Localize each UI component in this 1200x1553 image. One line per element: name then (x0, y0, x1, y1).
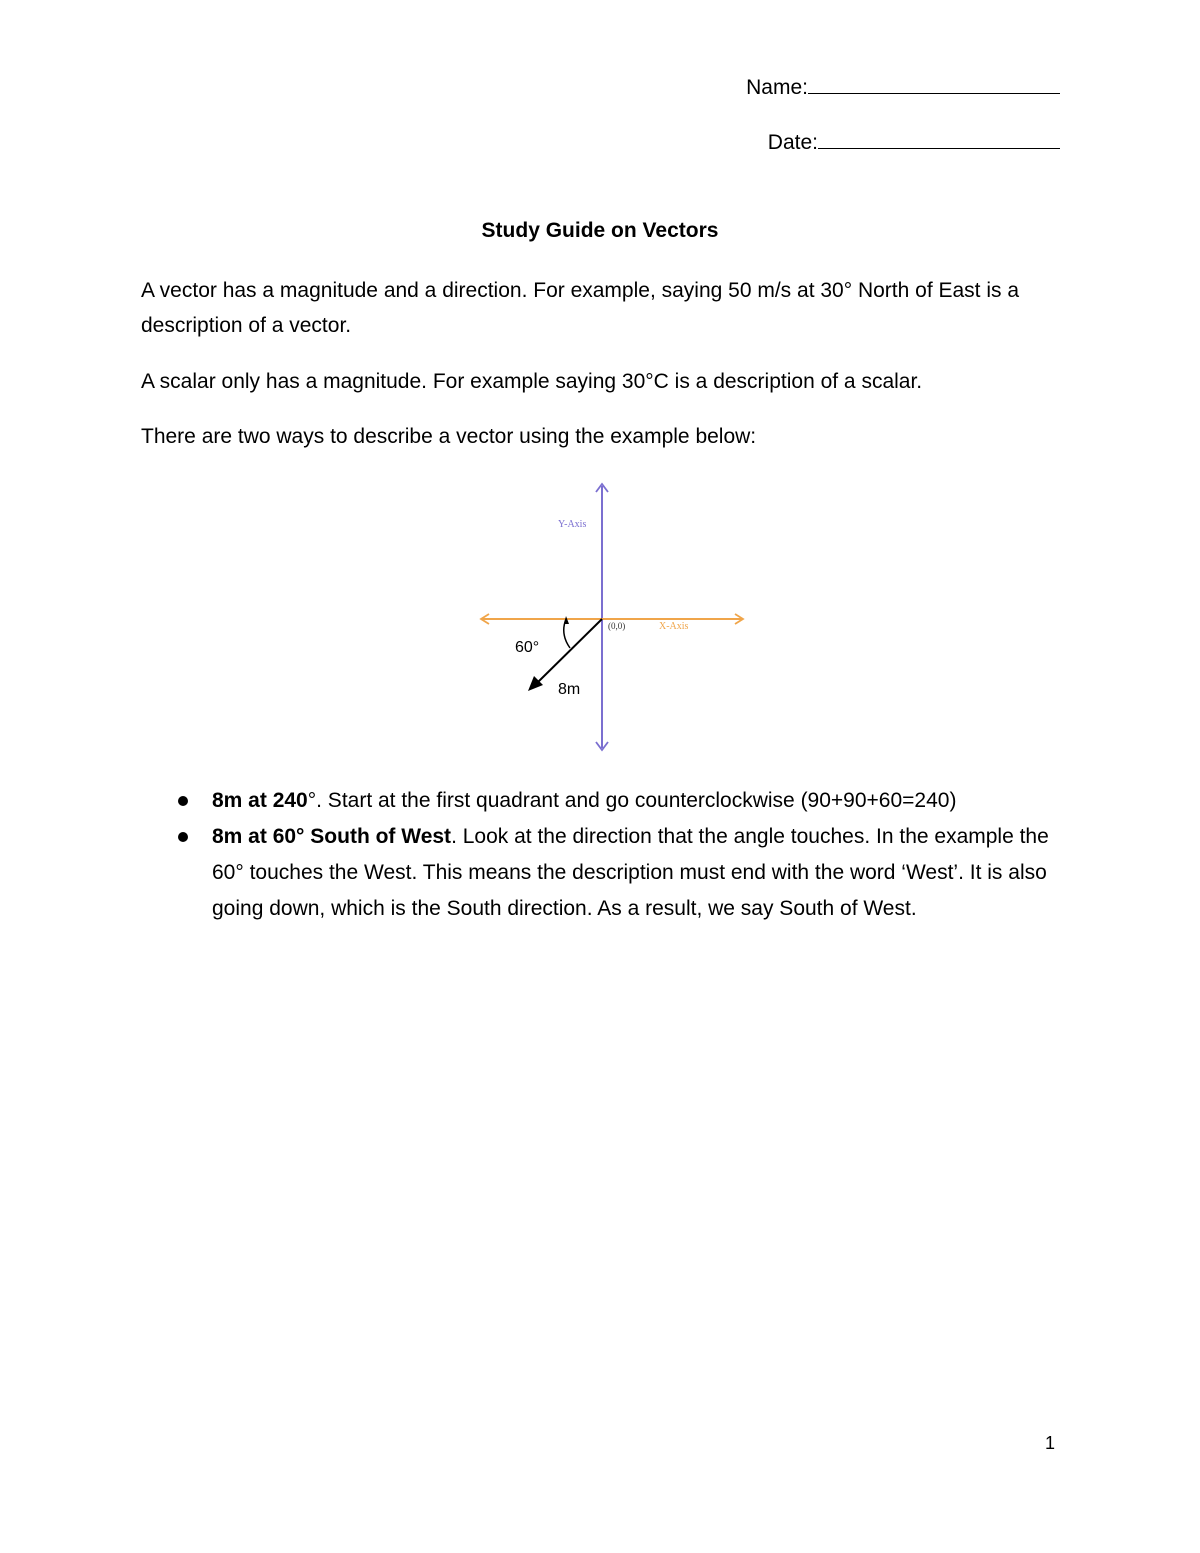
paragraph-example-intro: There are two ways to describe a vector using the example below: (141, 425, 757, 448)
bullet-body-text: . Start at the first quadrant and go counterclockwise (90+90+60=240) (316, 789, 957, 812)
bullet-icon (178, 832, 188, 842)
bullet-body-text: . Look at the direction that the angle touches. In the example the 60° touches the West. This means the description must end with the word ‘West’. It is also going down, which is the South direction. As a result, we say South of West. (212, 825, 1049, 920)
name-blank-line[interactable] (808, 75, 1060, 94)
origin-label: (0,0) (608, 621, 626, 631)
bullet-degree-text: ° (307, 789, 317, 812)
page-title: Study Guide on Vectors (481, 219, 719, 242)
date-blank-line[interactable] (818, 130, 1060, 149)
bullet-bold-text: 8m at 240 (212, 789, 308, 812)
date-field (768, 128, 1060, 158)
paragraph-vector-definition: A vector has a magnitude and a direction. For example, saying 50 m/s at 30° North of East is a description of a vector. (141, 279, 1020, 337)
date-label: Date: (767, 131, 818, 154)
name-field (746, 73, 1060, 103)
magnitude-label: 8m (558, 681, 581, 698)
name-label: Name: (746, 76, 808, 99)
y-axis-label: Y-Axis (558, 519, 587, 530)
list-item (175, 783, 1075, 819)
x-axis-label: X-Axis (659, 621, 689, 632)
page-number: 1 (1045, 1433, 1056, 1453)
paragraph-scalar-definition: A scalar only has a magnitude. For example saying 30°C is a description of a scalar. (141, 370, 923, 393)
vector-diagram (476, 476, 750, 756)
bullet-bold-text: 8m at 60° South of West (212, 825, 452, 848)
list-item (175, 819, 1075, 927)
bullet-icon (178, 796, 188, 806)
description-list (175, 783, 1075, 927)
vector-line (536, 619, 602, 684)
angle-label: 60° (515, 639, 540, 656)
